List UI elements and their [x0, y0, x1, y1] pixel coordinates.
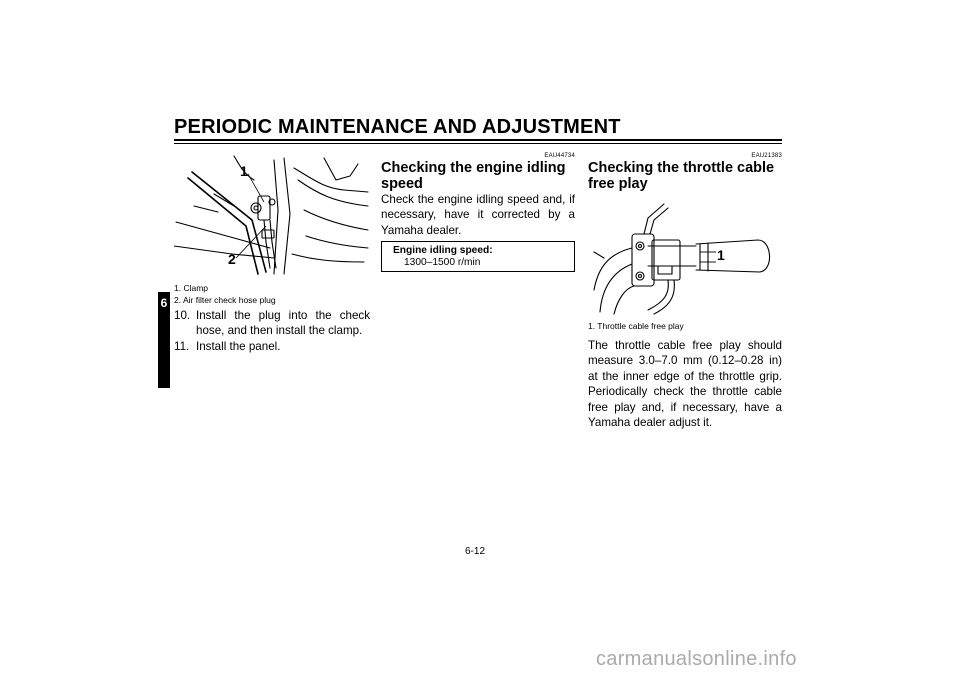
step-number: 10.: [174, 309, 191, 322]
header-rule-thin: [174, 143, 782, 144]
callout-1: 1: [717, 247, 725, 263]
chapter-tab: [158, 292, 170, 388]
step-10: [174, 308, 370, 339]
step-list: [174, 308, 370, 354]
caption-clamp: 1. Clamp: [174, 283, 209, 293]
section-paragraph: Check the engine idling speed and, if necessary, have it corrected by a Yamaha dealer.: [381, 193, 575, 237]
section-code: EAU44734: [544, 153, 575, 159]
spec-label: Engine idling speed:: [393, 245, 493, 256]
figure-air-filter-plug: [174, 150, 370, 275]
step-11: [174, 339, 370, 354]
caption-throttle-free-play: 1. Throttle cable free play: [588, 321, 684, 331]
step-text: Install the panel.: [196, 339, 281, 353]
spec-box: [381, 241, 575, 272]
section-heading: [381, 160, 566, 192]
spec-value: 1300–1500 r/min: [404, 257, 481, 268]
page-number: 6-12: [465, 546, 486, 557]
callout-1: 1: [240, 163, 248, 179]
chapter-number: 6: [160, 296, 168, 310]
heading-line: free play: [588, 176, 648, 192]
heading-line: speed: [381, 176, 423, 192]
step-text: Install the plug into the check hose, and then install the clamp.: [196, 309, 370, 338]
page-title: PERIODIC MAINTENANCE AND ADJUSTMENT: [174, 116, 621, 138]
caption-air-filter-plug: 2. Air filter check hose plug: [174, 295, 276, 305]
section-code: EAU21383: [751, 153, 782, 159]
step-number: 11.: [174, 339, 190, 353]
callout-2: 2: [228, 251, 236, 267]
header-rule: [174, 139, 782, 141]
figure-throttle-grip: [588, 198, 782, 316]
section-paragraph: The throttle cable free play should measure 3.0–7.0 mm (0.12–0.28 in) at the inner edge of the throttle grip. Periodically check the throttle cable free play and, if necessary, have a Yamaha dealer adjust it.: [588, 339, 782, 430]
section-heading: [588, 160, 774, 192]
heading-line: Checking the engine idling: [381, 160, 566, 176]
heading-line: Checking the throttle cable: [588, 160, 775, 176]
watermark: carmanualsonline.info: [596, 648, 797, 670]
